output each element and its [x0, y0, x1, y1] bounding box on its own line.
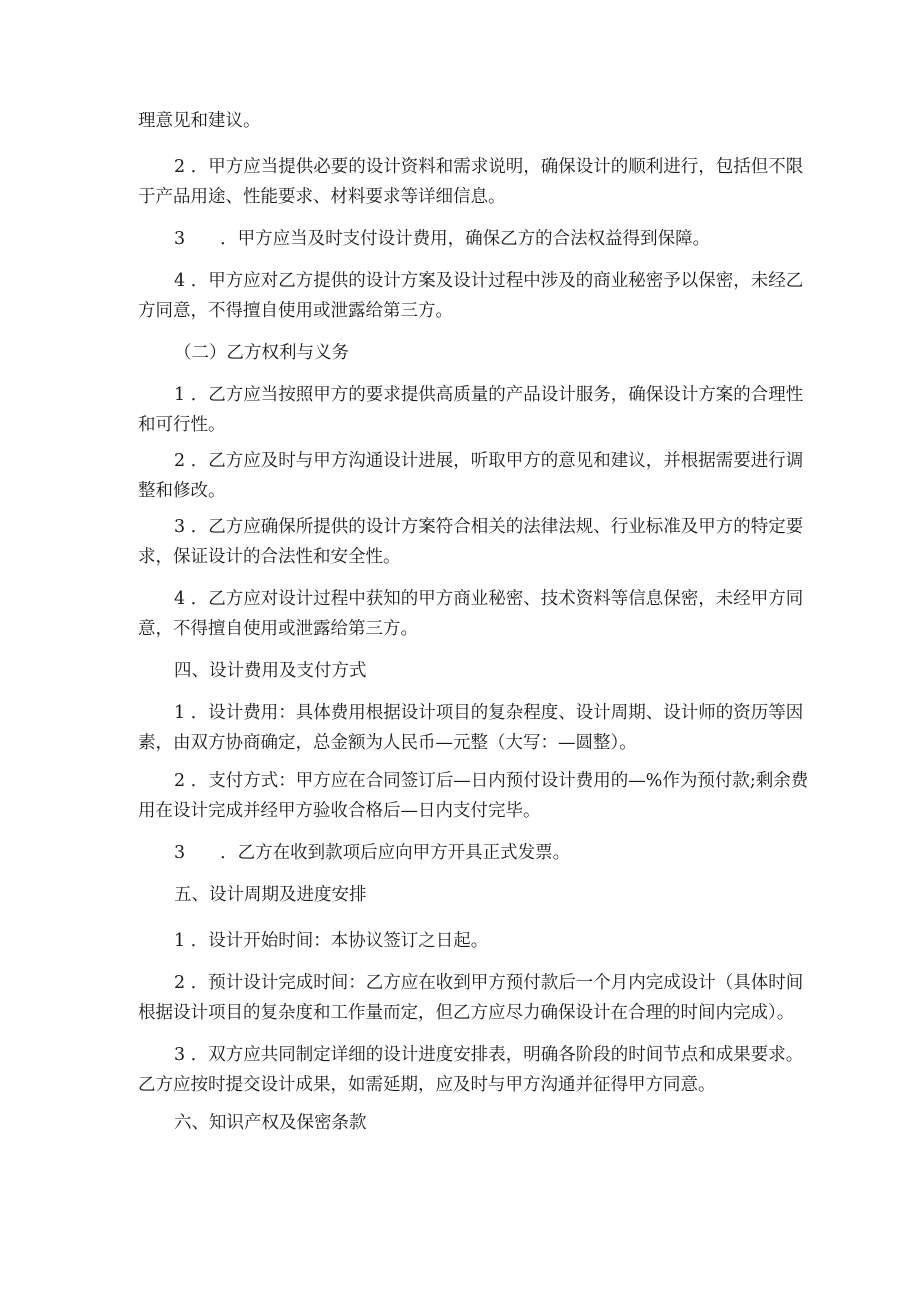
text-line: 和可行性。 [138, 415, 226, 435]
clause-schedule-1 [138, 926, 786, 956]
section-heading-party-b [138, 338, 786, 368]
section-heading-schedule [138, 880, 786, 910]
text-line: 1 ．设计开始时间：本协议签订之日起。 [174, 931, 489, 951]
text-line: 1 ．乙方应当按照甲方的要求提供高质量的产品设计服务，确保设计方案的合理性 [174, 385, 804, 405]
text-line: 4 ．甲方应对乙方提供的设计方案及设计过程中涉及的商业秘密予以保密，未经乙 [174, 271, 804, 291]
text-line: 4 ．乙方应对设计过程中获知的甲方商业秘密、技术资料等信息保密，未经甲方同 [174, 589, 804, 609]
text-line: 3 ．乙方应确保所提供的设计方案符合相关的法律法规、行业标准及甲方的特定要 [174, 517, 804, 537]
clause-party-a-4 [138, 266, 804, 326]
text-line: 3 ．乙方在收到款项后应向甲方开具正式发票。 [174, 843, 571, 863]
clause-fees-3 [138, 838, 786, 868]
text-line: 2 ．乙方应及时与甲方沟通设计进展，听取甲方的意见和建议，并根据需要进行调 [174, 451, 804, 471]
text-line: 方同意，不得擅自使用或泄露给第三方。 [138, 301, 453, 321]
section-heading: 五、设计周期及进度安排 [174, 885, 367, 905]
clause-party-a-3 [138, 224, 786, 254]
text-line: 2 ．支付方式：甲方应在合同签订后—日内预付设计费用的—%作为预付款;剩余费 [174, 771, 809, 791]
clause-party-b-4 [138, 584, 804, 644]
text-line: 根据设计项目的复杂度和工作量而定，但乙方应尽力确保设计在合理的时间内完成）。 [138, 1003, 795, 1023]
section-heading: 六、知识产权及保密条款 [174, 1113, 367, 1133]
clause-fees-1 [138, 698, 804, 758]
section-heading-ip [138, 1108, 786, 1138]
clause-schedule-2 [138, 968, 804, 1028]
clause-fees-2 [138, 766, 809, 826]
text-line: 求，保证设计的合法性和安全性。 [138, 547, 401, 567]
clause-party-a-2 [138, 152, 804, 212]
clause-party-b-3 [138, 512, 804, 572]
text-line: 2 ．甲方应当提供必要的设计资料和需求说明，确保设计的顺利进行，包括但不限 [174, 157, 804, 177]
text-line: 素，由双方协商确定，总金额为人民币—元整（大写：—圆整）。 [138, 733, 637, 753]
section-heading: 四、设计费用及支付方式 [174, 661, 367, 681]
text-line: 3 ．双方应共同制定详细的设计进度安排表，明确各阶段的时间节点和成果要求。 [174, 1045, 804, 1065]
text-line: 3 ．甲方应当及时支付设计费用，确保乙方的合法权益得到保障。 [174, 229, 711, 249]
text-line: 乙方应按时提交设计成果，如需延期，应及时与甲方沟通并征得甲方同意。 [138, 1075, 716, 1095]
clause-party-b-2 [138, 446, 804, 506]
text-line: 1 ．设计费用：具体费用根据设计项目的复杂程度、设计周期、设计师的资历等因 [174, 703, 804, 723]
text-line: 理意见和建议。 [138, 111, 261, 131]
section-heading: （二）乙方权利与义务 [174, 343, 349, 363]
text-line: 于产品用途、性能要求、材料要求等详细信息。 [138, 187, 506, 207]
text-line: 用在设计完成并经甲方验收合格后—日内支付完毕。 [138, 801, 541, 821]
text-line: 2 ．预计设计完成时间：乙方应在收到甲方预付款后一个月内完成设计（具体时间 [174, 973, 804, 993]
text-line: 整和修改。 [138, 481, 226, 501]
text-line: 意，不得擅自使用或泄露给第三方。 [138, 619, 418, 639]
clause-party-b-1 [138, 380, 804, 440]
paragraph-continuation [138, 106, 786, 136]
clause-schedule-3 [138, 1040, 804, 1100]
section-heading-fees [138, 656, 786, 686]
